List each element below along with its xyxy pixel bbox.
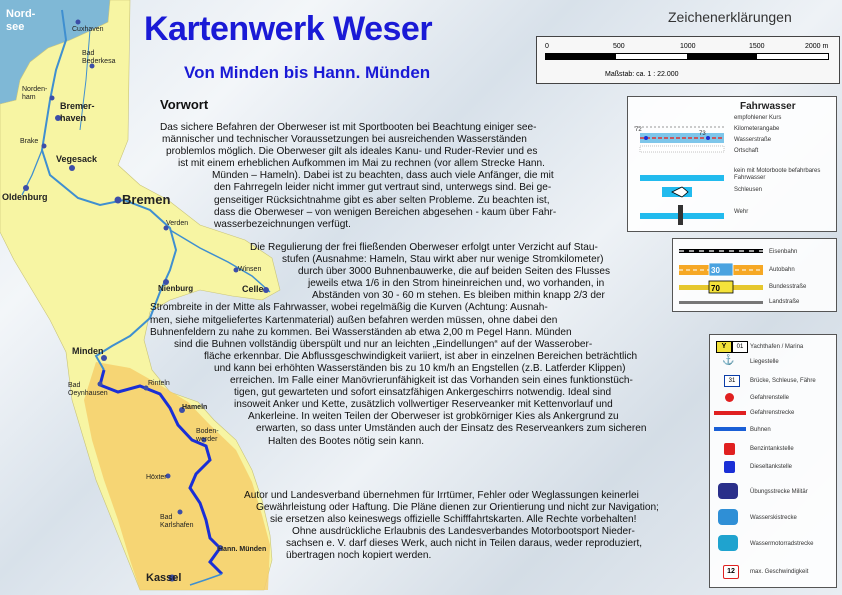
map-label-oldenburg: Oldenburg [2, 192, 48, 202]
text-line: Gewährleistung oder Haftung. Die Pläne dienen zur Orientierung und nicht zur Navigation; [256, 502, 659, 514]
map-label-bodenwerder: Boden- werder [196, 428, 219, 443]
poi-label-diesel: Dieseltankstelle [750, 464, 793, 470]
text-line: den Fahrregeln leider nicht immer gut vertraut sind, unterwegs sind. Bei ge- [214, 182, 552, 194]
page-title: Kartenwerk Weser [144, 10, 433, 48]
road-symbols [679, 243, 765, 307]
map-label-winsen: Winsen [238, 266, 262, 273]
poi-label-benzin: Benzintankstelle [750, 446, 794, 452]
map-label-bad-oeynhausen: Bad Oeynhausen [68, 382, 108, 397]
text-line: sind die Buhnen vollständig überspült und nur an leichten „Eindellungen“ auf der Wasserober- [174, 338, 593, 350]
legend-poi-box [709, 334, 837, 588]
text-line: Die Regulierung der frei fließenden Oberweser erfolgt unter Verzicht auf Stau- [250, 242, 598, 253]
wasserski-icon [718, 509, 738, 525]
poi-label-wasserski: Wasserskistrecke [750, 515, 797, 521]
map-label-bad-karlshafen: Bad Karlshafen [160, 514, 194, 529]
marina-icon: Y [716, 341, 732, 353]
map-label-verden: Verden [166, 220, 189, 227]
poi-label-militaer: Übungsstrecke Militär [750, 489, 808, 495]
scale-caption: Maßstab: ca. 1 : 22.000 [605, 71, 679, 78]
poi-label-liegestelle: Liegestelle [750, 359, 779, 365]
poi-label-buhnen: Buhnen [750, 427, 771, 433]
text-line: Abständen von 30 - 60 m stehen. Es bleiben mithin knapp 2/3 der [312, 290, 605, 302]
fahrwasser-label-wasserstrasse: Wasserstraße [734, 137, 772, 143]
text-line: Buhnenfeldern zu nahe zu kommen. Bei Wasserständen ab etwa 2,00 m Pegel Hann. Münden [150, 326, 572, 338]
map-label-nienburg: Nienburg [158, 284, 194, 293]
map-label-bad-bederkesa: Bad Bederkesa [82, 50, 116, 65]
bridge-badge: 31 [724, 375, 740, 387]
map-label-hameln: Hameln [182, 404, 208, 411]
text-line: erwarten, so dass unter Umständen auch der Einsatz des Reserveankers zum sicheren [256, 423, 647, 435]
text-line: Halten des Bootes nötig sein kann. [268, 435, 424, 447]
fahrwasser-label-schleusen: Schleusen [734, 187, 763, 193]
poi-label-bruecke: Brücke, Schleuse, Fähre [750, 378, 816, 384]
vorwort-paragraph-3 [0, 490, 659, 563]
map-label-bremen: Bremen [122, 192, 171, 207]
text-line: Ohne ausdrückliche Erlaubnis des Landesverbandes Motorbootsport Nieder- [292, 526, 635, 538]
poi-label-marina: Yachthafen / Marina [750, 344, 804, 350]
map-label-hann-muenden: Hann. Münden [218, 546, 267, 553]
text-line: Strombreite in der Mitte als Fahrwasser, wobei regelmäßig die Kurven (Achtung: Ausnah- [150, 302, 548, 314]
road-label-bundesstrasse: Bundesstraße [769, 284, 807, 290]
scale-tick-500: 500 [613, 43, 625, 50]
wassermotorrad-icon [718, 535, 738, 551]
map-label-celle: Celle [242, 284, 264, 294]
text-line: Ankerleine. In weiten Teilen der Oberweser ist grobkörniger Kies als Ankergrund zu [248, 411, 619, 423]
fahrwasser-km-left: 72 [635, 127, 642, 133]
text-line: jeweils etwa 1/6 in den Strom hineinreichen und, wo vorhanden, in [308, 278, 605, 290]
militaer-icon [718, 483, 738, 499]
text-line: Das sichere Befahren der Oberweser ist mit Sportbooten bei Beachtung einiger see- [160, 122, 537, 133]
fahrwasser-symbols [632, 113, 732, 227]
poi-label-gefahrenstrecke: Gefahrenstrecke [750, 410, 795, 416]
text-line: wasserbezeichnungen verfügt. [214, 218, 351, 230]
poi-label-speed: max. Geschwindigkeit [750, 569, 809, 575]
fahrwasser-label-kein-fahrwasser: kein mit Motorboote befahrbares Fahrwasser [734, 168, 821, 181]
road-autobahn-number: 30 [711, 266, 720, 275]
text-line: dass die Oberweser – von wenigen Bereichen abgesehen - kaum über Fahr- [214, 206, 557, 218]
vorwort-paragraph-1 [0, 122, 556, 231]
road-label-eisenbahn: Eisenbahn [769, 249, 798, 255]
map-label-bremerhaven: Bremer- haven [60, 101, 95, 123]
text-line: sachsen e. V. darf dieses Werk, auch nicht in Teilen daraus, weder reproduziert, [286, 538, 643, 550]
legend-fahrwasser-box [627, 96, 837, 232]
fahrwasser-label-wehr: Wehr [734, 209, 749, 215]
diesel-icon [724, 461, 735, 473]
scale-tick-2000: 2000 m [805, 43, 829, 50]
text-line: männischer und technischer Voraussetzungen bei ausreichenden Wasserständen [162, 134, 527, 146]
vorwort-paragraph-2 [0, 242, 646, 448]
scale-bar-box [536, 36, 840, 84]
scale-tick-0: 0 [545, 43, 549, 50]
text-line: Autor und Landesverband übernehmen für Irrtümer, Fehler oder Weglassungen keinerlei [244, 490, 639, 501]
text-line: problemlos möglich. Die Oberweser gilt als ideales Kanu- und Ruder-Revier und es [166, 146, 538, 158]
legend-fahrwasser-heading: Fahrwasser [740, 101, 796, 112]
map-label-cuxhaven: Cuxhaven [72, 26, 104, 33]
poi-label-gefahrenstelle: Gefahrenstelle [750, 395, 790, 401]
map-label-nordenham: Norden- ham [22, 86, 48, 101]
text-line: ist mit einem erheblichen Aufkommen im Mai zu rechnen (vor allem Strecke Hann. [178, 158, 545, 170]
scale-bar [545, 53, 829, 60]
benzin-icon [724, 443, 735, 455]
text-line: und kann bei erhöhten Wasserständen bis zu 10 km/h an Engstellen (z.B. Latferder Klippen) [214, 362, 626, 374]
text-line: insoweit Anker und Kette, zusätzlich vollwertiger Reserveanker mit Kettenvorlauf und [234, 399, 613, 411]
gefahrenstrecke-icon [714, 411, 746, 415]
fahrwasser-label-ortschaft: Ortschaft [734, 148, 759, 154]
text-line: fläche erkennbar. Die Abflussgeschwindigkeit variiert, ist aber in einzelnen Bereichen beträchtlich [204, 350, 638, 362]
road-label-landstrasse: Landstraße [769, 299, 800, 305]
fahrwasser-label-kurs: empfohlener Kurs [734, 115, 782, 121]
legend-roads-box [672, 238, 837, 312]
scale-tick-1000: 1000 [680, 43, 696, 50]
text-line: übertragen noch kopiert werden. [286, 550, 432, 562]
poi-label-wassermotorrad: Wassermotorradstrecke [750, 541, 814, 547]
text-line: durch über 3000 Buhnenbauwerke, die auf beiden Seiten des Flusses [298, 266, 610, 278]
text-line: erreichen. Im Falle einer Manövrierunfähigkeit ist das Vorhanden sein eines funktionstüch- [230, 375, 633, 387]
map-label-brake: Brake [20, 138, 39, 145]
legend-title: Zeichenerklärungen [668, 9, 792, 25]
buhnen-icon [714, 427, 746, 431]
text-line: genseitiger Rücksichtnahme gibt es aber selten Probleme. Zu beachten ist, [214, 194, 550, 206]
scale-tick-1500: 1500 [749, 43, 765, 50]
fahrwasser-km-right: 73 [699, 131, 706, 137]
marina-badge: 01 [732, 341, 748, 353]
map-label-kassel: Kassel [146, 572, 182, 584]
page-subtitle: Von Minden bis Hann. Münden [184, 63, 431, 82]
map-label-nordsee: Nord- see [6, 8, 36, 33]
speed-badge: 12 [723, 565, 739, 579]
fahrwasser-label-km: Kilometerangabe [734, 126, 780, 132]
map-label-hoexter: Höxter [146, 474, 167, 481]
vorwort-heading: Vorwort [160, 97, 209, 112]
map-label-rinteln: Rinteln [148, 380, 170, 387]
text-line: Münden – Hameln). Dabei ist zu beachten, dass auch viele Anfänger, die mit [212, 170, 554, 182]
road-bundes-number: 70 [711, 284, 720, 293]
map-label-minden: Minden [72, 346, 104, 356]
road-label-autobahn: Autobahn [769, 267, 795, 273]
text-line: stufen (Ausnahme: Hameln, Stau wirkt aber nur wenige Stromkilometer) [282, 254, 604, 266]
text-line: men, siehe mitgeliefertes Kartenmaterial) außen befahren werden müssen, ohne dabei den [150, 314, 558, 326]
liegestelle-icon: ⚓ [722, 355, 735, 366]
text-line: tigen, gut gewarteten und sofort einsatzfähigen Ankergeschirrs notwendig. Ideal sind [234, 387, 612, 399]
map-label-vegesack: Vegesack [56, 154, 98, 164]
gefahrenstelle-icon [725, 393, 734, 402]
text-line: sie ersetzen also keineswegs offizielle Schifffahrtskarten. Alle Rechte vorbehalten! [270, 514, 637, 526]
